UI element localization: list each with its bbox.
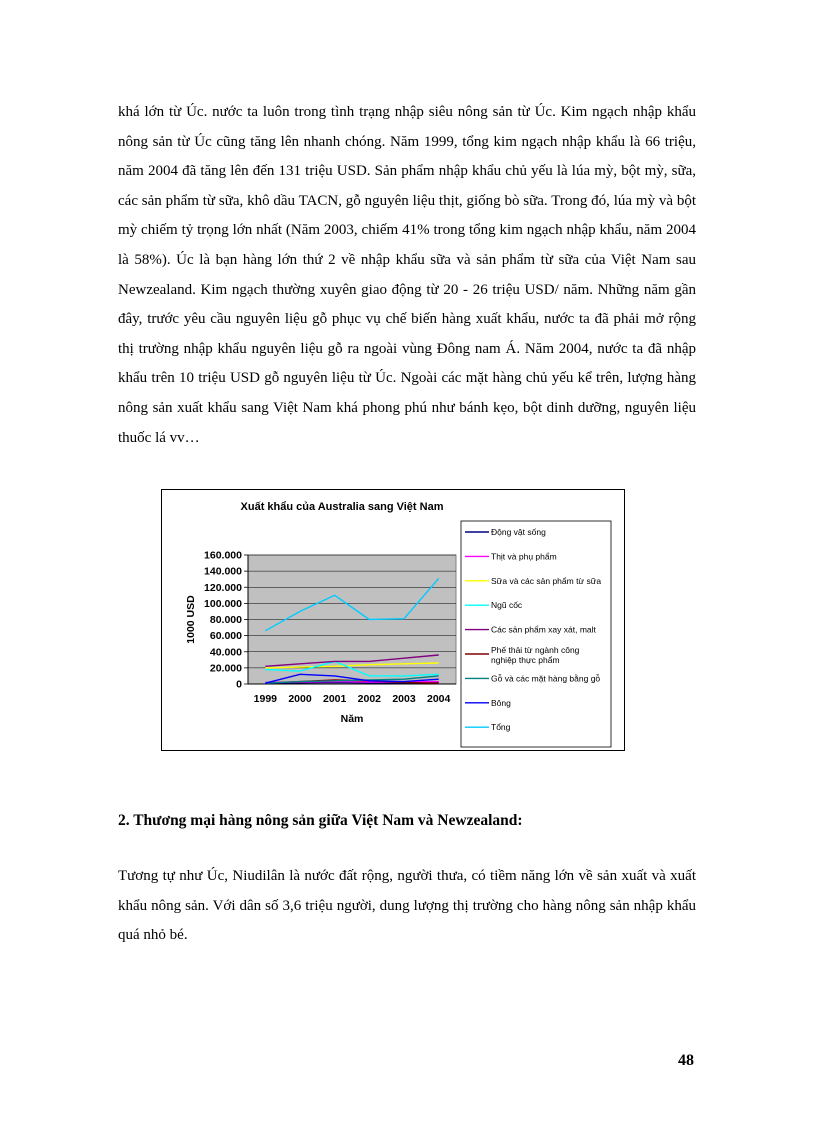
legend-label: Các sản phẩm xay xát, malt: [491, 624, 596, 635]
legend-label: Động vật sống: [491, 527, 546, 537]
page-number: 48: [678, 1052, 694, 1069]
y-tick-label: 120.000: [204, 581, 242, 594]
chart-figure: [161, 489, 625, 751]
chart-title: Xuất khẩu của Australia sang Việt Nam: [240, 501, 444, 513]
y-tick-label: 80.000: [209, 614, 242, 626]
x-tick-label: 1999: [253, 693, 278, 705]
y-tick-label: 100.000: [204, 597, 242, 610]
y-tick-label: 160.000: [204, 549, 242, 562]
line-chart: [162, 490, 624, 750]
x-axis-label: Năm: [340, 713, 364, 725]
legend-label: Ngũ cốc: [491, 600, 523, 611]
x-tick-label: 2002: [357, 693, 382, 705]
body-paragraph-bottom: Tương tự như Úc, Niudilân là nước đất rộng, người thưa, có tiềm năng lớn về sản xuất và xuất khẩu nông sản. Với dân số 3,6 triệu người, dung lượng thị trường cho hàng nông sản nhập khẩu quá nhỏ bé.: [118, 868, 696, 944]
y-tick-label: 0: [236, 678, 242, 691]
x-tick-label: 2004: [426, 693, 451, 705]
legend-label: Tổng: [491, 722, 511, 733]
y-tick-label: 60.000: [209, 630, 242, 643]
legend-label: Thịt và phụ phẩm: [491, 551, 557, 562]
legend-label: Gỗ và các mặt hàng bằng gỗ: [491, 673, 601, 684]
y-tick-label: 40.000: [209, 646, 242, 659]
section-heading: 2. Thương mại hàng nông sản giữa Việt Nam và Newzealand:: [118, 812, 523, 829]
legend-label: Bông: [491, 697, 511, 708]
legend-label: Sữa và các sản phẩm từ sữa: [491, 575, 602, 586]
x-tick-label: 2003: [392, 693, 416, 705]
x-tick-label: 2000: [288, 693, 312, 705]
y-tick-label: 140.000: [204, 565, 242, 578]
body-paragraph-top: khá lớn từ Úc. nước ta luôn trong tình trạng nhập siêu nông sản từ Úc. Kim ngạch nhập khẩu nông sản từ Úc cũng tăng lên nhanh chóng. Năm 1999, tổng kim ngạch nhập khẩu là 66 triệu, năm 2004 đã tăng lên đến 131 triệu USD. Sản phẩm nhập khẩu chủ yếu là lúa mỳ, bột mỳ, sữa, các sản phẩm từ sữa, khô dầu TACN, gỗ nguyên liệu thịt, giống bò sữa. Trong đó, lúa mỳ và bột mỳ chiếm tỷ trọng lớn nhất (Năm 2003, chiếm 41% trong tổng kim ngạch nhập khẩu, năm 2004 là 58%). Úc là bạn hàng lớn thứ 2 về nhập khẩu sữa và sản phẩm từ sữa của Việt Nam sau Newzealand. Kim ngạch thường xuyên giao động từ 20 - 26 triệu USD/ năm. Những năm gần đây, trước yêu cầu nguyên liệu gỗ phục vụ chế biến hàng xuất khẩu, nước ta đã phải mở rộng thị trường nhập khẩu nguyên liệu gỗ ra ngoài vùng Đông nam Á. Năm 2004, nước ta đã nhập khẩu trên 10 triệu USD gỗ nguyên liệu từ Úc. Ngoài các mặt hàng chủ yếu kể trên, lượng hàng nông sản xuất khẩu sang Việt Nam khá phong phú như bánh kẹo, bột dinh dưỡng, nguyên liệu thuốc lá vv…: [118, 104, 696, 446]
legend-label: Phế thải từ ngành công nghiệp thực phẩm: [491, 645, 580, 665]
x-tick-label: 2001: [322, 693, 347, 705]
y-axis-label: 1000 USD: [185, 595, 197, 644]
y-tick-label: 20.000: [209, 662, 242, 675]
